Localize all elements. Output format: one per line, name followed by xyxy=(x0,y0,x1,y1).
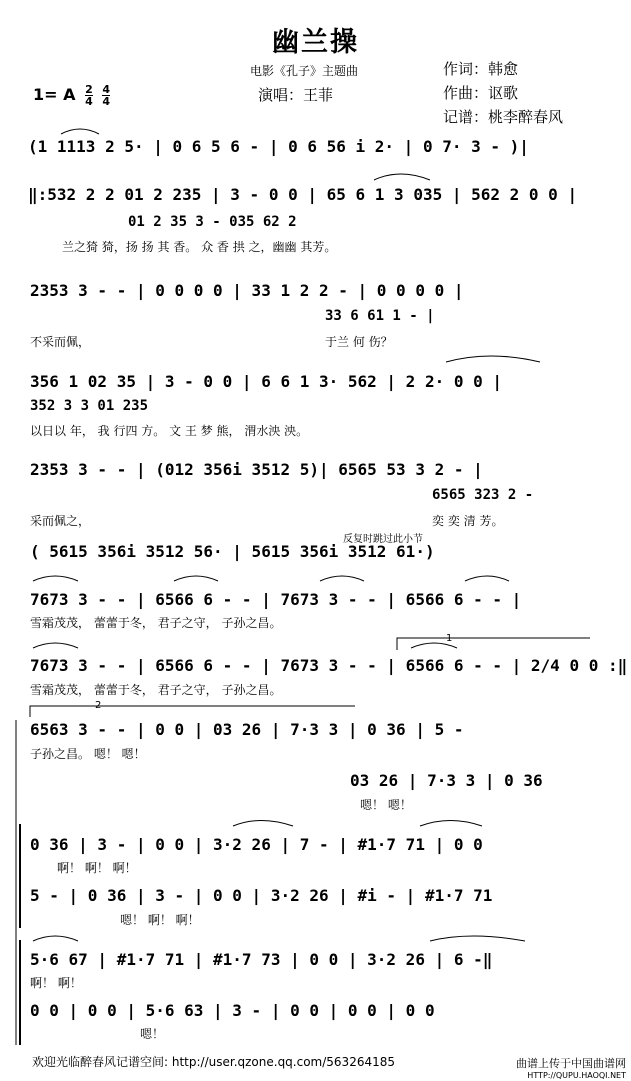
lyric-line-10: 嗯！ 嗯！ xyxy=(360,798,412,812)
score-line-5: 2353 3 - - | (012 356i 3512 5)| 6565 53 3 2 - | xyxy=(30,460,483,479)
score-line-3-harmony: 33 6 61 1 - | xyxy=(325,308,435,324)
score-line-2-harmony: 01 2 35 3 - 035 62 2 xyxy=(128,214,297,230)
key-label: 1= A xyxy=(33,85,76,104)
watermark-site xyxy=(500,1055,626,1080)
slur-8 xyxy=(33,643,78,648)
score-line-10: 03 26 | 7·3 3 | 0 36 xyxy=(350,771,543,790)
lyric-line-12: 嗯！ 啊！ 啊！ xyxy=(120,913,200,927)
page-title: 幽兰操 xyxy=(272,27,359,58)
lyric-line-7: 雪霜茂茂， 蕾蕾于冬， 君子之守， 子孙之昌。 xyxy=(30,616,282,630)
lyric-line-2: 兰之猗 猗，扬 扬 其 香。 众 香 拱 之，幽幽 其芳。 xyxy=(62,240,337,254)
lyric-line-9: 子孙之昌。 嗯！ 嗯！ xyxy=(30,747,146,761)
watermark-line-2: HTTP://QUPU.HAOQI.NET xyxy=(527,1071,626,1080)
lyric-line-13: 啊！ 啊！ xyxy=(30,976,82,990)
volta-1-bracket xyxy=(397,638,590,650)
time-signature-2-4: $\frac{2}{4}$ xyxy=(85,83,93,108)
score-line-9: 6563 3 - - | 0 0 | 03 26 | 7·3 3 | 0 36 | 5 - xyxy=(30,720,464,739)
volta-2-label: 2 xyxy=(95,700,102,711)
repeat-note: 反复时跳过此小节 xyxy=(343,534,423,545)
score-line-11: 0 36 | 3 - | 0 0 | 3·2 26 | 7 - | #1·7 71 | 0 0 xyxy=(30,835,483,854)
score-line-5-harmony: 6565 323 2 - xyxy=(432,487,534,503)
subtitle: 电影《孔子》主题曲 xyxy=(250,64,359,78)
lyric-line-8: 雪霜茂茂， 蕾蕾于冬， 君子之守， 子孙之昌。 xyxy=(30,683,282,697)
score-line-intro: (1 1113 2 5· | 0 6 5 6 - | 0 6 56 i 2· | 0 7· 3 - )| xyxy=(28,137,529,156)
score-line-4-harmony: 352 3 3 01 235 xyxy=(30,398,149,414)
slur-3 xyxy=(446,356,540,362)
score-line-6: ( 5615 356i 3512 56· | 5615 356i 3512 61·) xyxy=(30,542,435,561)
transcriber: 记谱：桃李醉春风 xyxy=(443,108,564,126)
score-line-8: 7673 3 - - | 6566 6 - - | 7673 3 - - | 6566 6 - - | 2/4 0 0 :‖ xyxy=(30,656,628,675)
watermark-line-1: 曲谱上传于中国曲谱网 xyxy=(516,1057,626,1070)
slur-11 xyxy=(420,821,482,827)
lyric-line-14: 嗯！ xyxy=(140,1027,165,1041)
footer-link-text: 欢迎光临醉春风记谱空间: http://user.qzone.qq.com/563264185 xyxy=(32,1055,396,1069)
score-line-3: 2353 3 - - | 0 0 0 0 | 33 1 2 2 - | 0 0 0 0 | xyxy=(30,281,464,300)
slur-13 xyxy=(430,936,525,941)
lyric-line-5a: 采而佩之， xyxy=(30,514,91,528)
slur-12 xyxy=(33,936,78,941)
slur-6 xyxy=(320,576,364,581)
score-line-2: ‖:532 2 2 01 2 235 | 3 - 0 0 | 65 6 1 3 035 | 562 2 0 0 | xyxy=(28,185,578,204)
composer: 作曲：讴歌 xyxy=(443,84,519,102)
key-signature xyxy=(33,84,110,107)
lyric-line-4: 以日以 年， 我 行四 方。 文 王 梦 熊， 渭水泱 泱。 xyxy=(30,424,309,438)
slur-2 xyxy=(374,174,430,180)
score-line-4: 356 1 02 35 | 3 - 0 0 | 6 6 1 3· 562 | 2 2· 0 0 | xyxy=(30,372,503,391)
time-signature-4-4: $\frac{4}{4}$ xyxy=(102,83,110,108)
lyric-line-3a: 不采而佩， xyxy=(30,335,91,349)
slur-5 xyxy=(174,576,218,581)
slur-7 xyxy=(465,576,509,581)
score-line-14: 0 0 | 0 0 | 5·6 63 | 3 - | 0 0 | 0 0 | 0 0 xyxy=(30,1001,435,1020)
score-line-12: 5 - | 0 36 | 3 - | 0 0 | 3·2 26 | #i - | #1·7 71 xyxy=(30,886,493,905)
singer: 演唱：王菲 xyxy=(258,86,334,104)
slur-1 xyxy=(61,129,99,134)
slur-10 xyxy=(233,821,293,827)
lyric-line-3b: 于兰 何 伤？ xyxy=(325,335,393,349)
lyricist: 作词：韩愈 xyxy=(443,60,519,78)
lyric-line-11: 啊！ 啊！ 啊！ xyxy=(57,861,137,875)
score-line-13: 5·6 67 | #1·7 71 | #1·7 73 | 0 0 | 3·2 26 | 6 -‖ xyxy=(30,950,493,969)
volta-1-label: 1 xyxy=(446,633,453,644)
volta-2-bracket xyxy=(30,706,355,717)
slur-4 xyxy=(33,576,78,581)
score-line-7: 7673 3 - - | 6566 6 - - | 7673 3 - - | 6566 6 - - | xyxy=(30,590,522,609)
lyric-line-5b: 奕 奕 清 芳。 xyxy=(432,514,504,528)
